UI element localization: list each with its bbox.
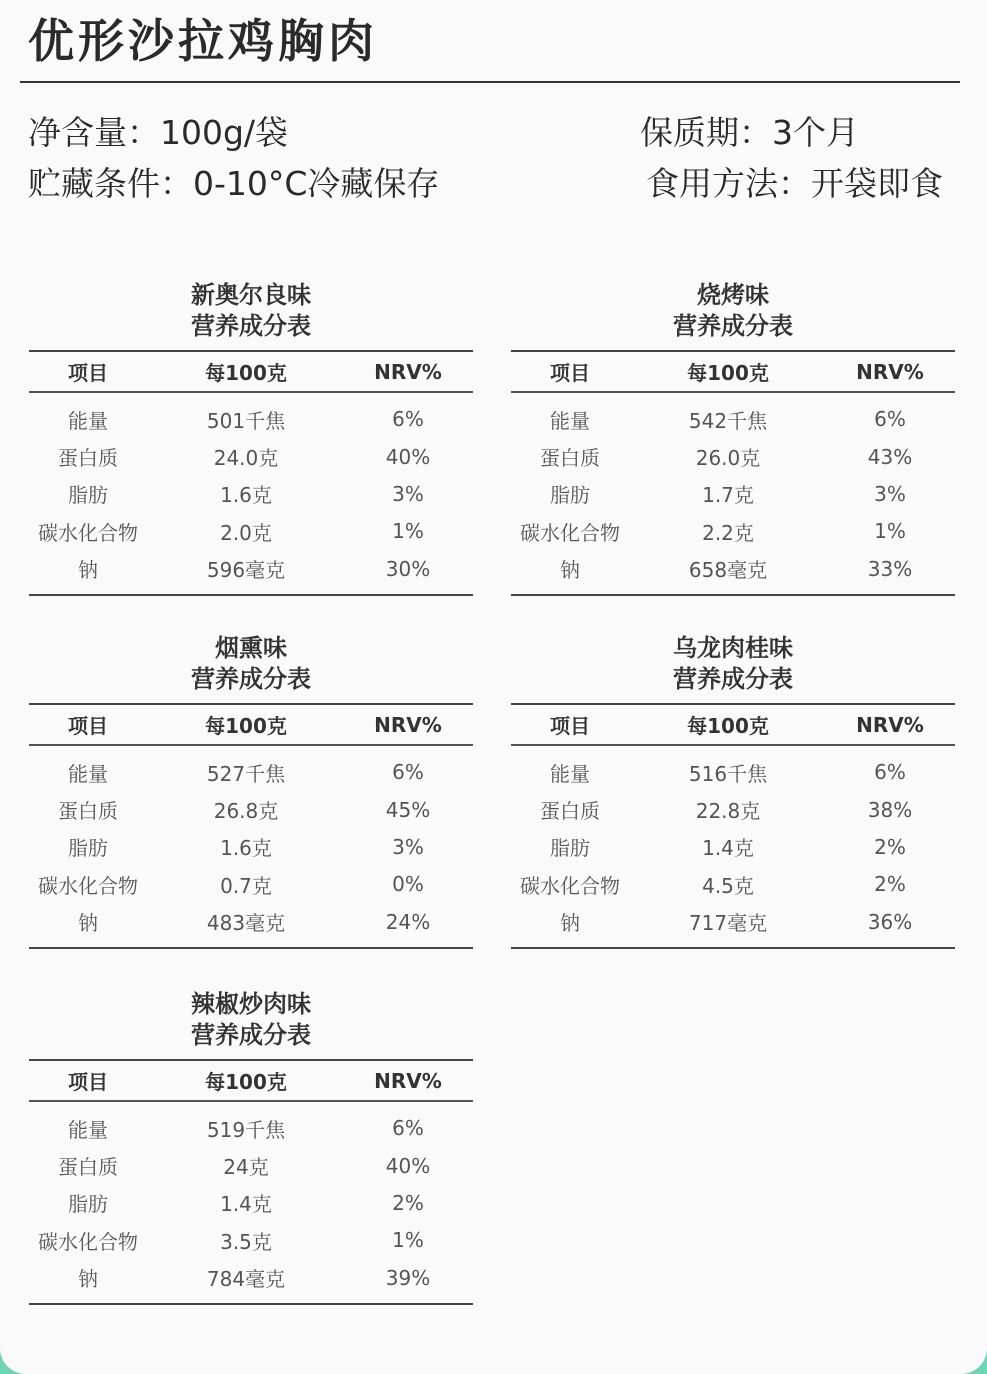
cell-nrv: 40%: [385, 1153, 431, 1178]
table-body: [511, 746, 955, 948]
cell-item: 脂肪: [68, 836, 108, 861]
table-bottom-rule: [511, 947, 955, 949]
net-weight-text: 净含量：100g/袋: [28, 113, 289, 152]
table-body: [29, 1102, 473, 1304]
cell-nrv: 1%: [874, 519, 906, 544]
table-row: [29, 513, 473, 550]
cell-nrv: 6%: [874, 407, 906, 432]
cell-value: 0.7克: [220, 873, 272, 898]
table-row: [29, 550, 473, 587]
table-row: [29, 903, 473, 940]
table-body: [29, 746, 473, 948]
flavor-name: 新奥尔良味: [191, 281, 311, 309]
table-row: [29, 1222, 473, 1259]
header-item: 项目: [550, 714, 590, 738]
cell-value: 516千焦: [688, 761, 768, 786]
panel-title: [29, 633, 473, 695]
table-header: [29, 1061, 473, 1100]
cell-item: 脂肪: [68, 1192, 108, 1217]
storage-text: 贮藏条件：0-10°C冷藏保存: [28, 164, 440, 203]
cell-item: 碳水化合物: [38, 873, 138, 898]
header-item: 项目: [68, 361, 108, 385]
cell-nrv: 43%: [867, 444, 913, 469]
cell-nrv: 2%: [392, 1190, 424, 1215]
cell-value: 501千焦: [206, 408, 286, 433]
nutrition-panel: [29, 989, 473, 1305]
header-nrv: NRV%: [856, 712, 924, 737]
cell-item: 能量: [550, 761, 590, 786]
table-row: [511, 513, 955, 550]
flavor-name: 烟熏味: [215, 634, 287, 662]
cell-item: 脂肪: [550, 483, 590, 508]
panel-subtitle: 营养成分表: [191, 1021, 311, 1049]
cell-nrv: 0%: [392, 872, 424, 897]
table-body: [511, 393, 955, 595]
nutrition-panel: [29, 633, 473, 949]
cell-item: 能量: [68, 1117, 108, 1142]
cell-nrv: 3%: [392, 834, 424, 859]
nutrition-panel: [511, 280, 955, 596]
table-row: [511, 550, 955, 587]
cell-value: 519千焦: [206, 1117, 286, 1142]
cell-item: 碳水化合物: [520, 873, 620, 898]
cell-value: 26.8克: [213, 799, 279, 824]
cell-nrv: 45%: [385, 797, 431, 822]
header-per100: 每100克: [205, 1070, 287, 1094]
cell-item: 蛋白质: [540, 799, 600, 824]
cell-value: 527千焦: [206, 761, 286, 786]
cell-nrv: 6%: [874, 760, 906, 785]
header-nrv: NRV%: [856, 359, 924, 384]
cell-item: 能量: [550, 408, 590, 433]
table-bottom-rule: [29, 947, 473, 949]
table-bottom-rule: [29, 1303, 473, 1305]
cell-value: 483毫克: [206, 911, 286, 936]
cell-nrv: 6%: [392, 407, 424, 432]
table-bottom-rule: [29, 594, 473, 596]
cell-item: 碳水化合物: [38, 1229, 138, 1254]
table-row: [29, 1147, 473, 1184]
table-row: [29, 828, 473, 865]
header-per100: 每100克: [687, 714, 769, 738]
cell-nrv: 2%: [874, 872, 906, 897]
cell-nrv: 3%: [392, 481, 424, 506]
cell-nrv: 24%: [385, 909, 431, 934]
nutrition-panel: [511, 633, 955, 949]
cell-item: 蛋白质: [58, 446, 118, 471]
cell-item: 钠: [78, 558, 98, 583]
header-item: 项目: [68, 1070, 108, 1094]
table-row: [511, 828, 955, 865]
panel-subtitle: 营养成分表: [673, 312, 793, 340]
header-per100: 每100克: [205, 361, 287, 385]
header-item: 项目: [68, 714, 108, 738]
cell-item: 碳水化合物: [38, 520, 138, 545]
cell-nrv: 33%: [867, 556, 913, 581]
table-row: [29, 754, 473, 791]
cell-value: 717毫克: [688, 911, 768, 936]
table-row: [511, 401, 955, 438]
cell-item: 碳水化合物: [520, 520, 620, 545]
cell-nrv: 36%: [867, 909, 913, 934]
table-row: [511, 475, 955, 512]
product-title: 优形沙拉鸡胸肉: [28, 14, 378, 68]
cell-nrv: 2%: [874, 834, 906, 859]
cell-value: 4.5克: [702, 873, 754, 898]
nutrition-panel: [29, 280, 473, 596]
panel-title: [511, 280, 955, 342]
cell-item: 能量: [68, 408, 108, 433]
table-body: [29, 393, 473, 595]
cell-item: 钠: [78, 1267, 98, 1292]
cell-value: 1.7克: [702, 483, 754, 508]
table-row: [29, 1184, 473, 1221]
flavor-name: 辣椒炒肉味: [191, 990, 311, 1018]
title-divider: [20, 81, 960, 83]
table-row: [29, 401, 473, 438]
cell-value: 26.0克: [695, 446, 761, 471]
panel-title: [29, 280, 473, 342]
cell-value: 1.6克: [220, 836, 272, 861]
cell-value: 784毫克: [206, 1267, 286, 1292]
header-nrv: NRV%: [374, 712, 442, 737]
cell-item: 钠: [78, 911, 98, 936]
cell-nrv: 3%: [874, 481, 906, 506]
header-per100: 每100克: [205, 714, 287, 738]
cell-item: 钠: [560, 911, 580, 936]
table-row: [29, 1110, 473, 1147]
cell-value: 542千焦: [688, 408, 768, 433]
cell-value: 1.6克: [220, 483, 272, 508]
cell-value: 22.8克: [695, 799, 761, 824]
cell-value: 2.2克: [702, 520, 754, 545]
cell-nrv: 6%: [392, 1116, 424, 1141]
flavor-name: 烧烤味: [697, 281, 769, 309]
table-row: [511, 791, 955, 828]
cell-nrv: 40%: [385, 444, 431, 469]
cell-nrv: 39%: [385, 1265, 431, 1290]
cell-nrv: 38%: [867, 797, 913, 822]
cell-value: 24.0克: [213, 446, 279, 471]
cell-item: 脂肪: [68, 483, 108, 508]
flavor-name: 乌龙肉桂味: [673, 634, 793, 662]
header-per100: 每100克: [687, 361, 769, 385]
header-item: 项目: [550, 361, 590, 385]
cell-nrv: 6%: [392, 760, 424, 785]
table-row: [29, 1259, 473, 1296]
cell-value: 1.4克: [220, 1192, 272, 1217]
panel-subtitle: 营养成分表: [191, 665, 311, 693]
panel-title: [29, 989, 473, 1051]
cell-nrv: 1%: [392, 519, 424, 544]
table-row: [29, 438, 473, 475]
table-row: [29, 791, 473, 828]
cell-item: 能量: [68, 761, 108, 786]
table-row: [511, 754, 955, 791]
cell-item: 脂肪: [550, 836, 590, 861]
cell-nrv: 1%: [392, 1228, 424, 1253]
table-row: [29, 475, 473, 512]
usage-text: 食用方法：开袋即食: [646, 164, 943, 203]
panel-subtitle: 营养成分表: [673, 665, 793, 693]
cell-item: 钠: [560, 558, 580, 583]
cell-value: 24克: [223, 1155, 269, 1180]
cell-value: 658毫克: [688, 558, 768, 583]
table-row: [29, 866, 473, 903]
table-header: [511, 352, 955, 391]
table-row: [511, 438, 955, 475]
cell-item: 蛋白质: [58, 799, 118, 824]
cell-item: 蛋白质: [58, 1155, 118, 1180]
cell-nrv: 30%: [385, 556, 431, 581]
table-row: [511, 903, 955, 940]
cell-value: 596毫克: [206, 558, 286, 583]
panel-title: [511, 633, 955, 695]
header-nrv: NRV%: [374, 359, 442, 384]
cell-value: 2.0克: [220, 520, 272, 545]
table-header: [29, 352, 473, 391]
panel-subtitle: 营养成分表: [191, 312, 311, 340]
table-header: [511, 705, 955, 744]
cell-value: 3.5克: [220, 1229, 272, 1254]
cell-value: 1.4克: [702, 836, 754, 861]
header-nrv: NRV%: [374, 1068, 442, 1093]
table-header: [29, 705, 473, 744]
table-bottom-rule: [511, 594, 955, 596]
shelf-life-text: 保质期：3个月: [640, 113, 859, 152]
table-row: [511, 866, 955, 903]
cell-item: 蛋白质: [540, 446, 600, 471]
